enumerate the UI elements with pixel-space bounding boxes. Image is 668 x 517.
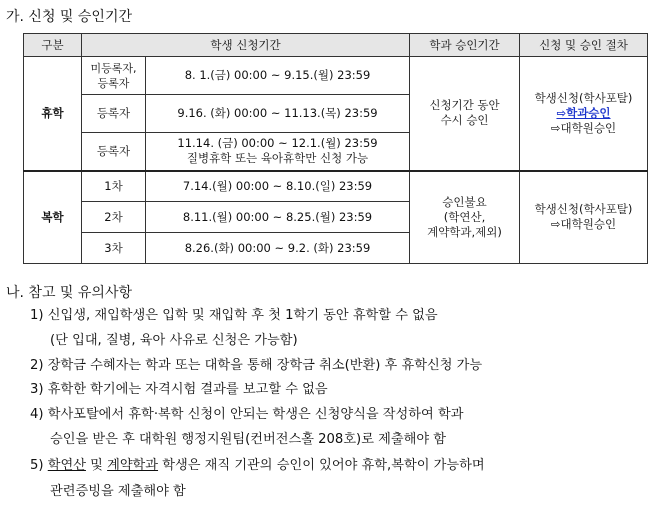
- note-4-line-1: 4) 학사포탈에서 휴학·복학 신청이 안되는 학생은 신청양식을 작성하여 학과: [30, 407, 464, 422]
- procedure-step: 학생신청(학사포탈): [534, 202, 633, 217]
- leave-period: [146, 133, 410, 171]
- leave-period: 8. 1.(금) 00:00 ~ 9.15.(월) 23:59: [146, 57, 410, 95]
- leave-sub-label: 미등록자, 등록자: [82, 57, 146, 95]
- leave-sub-label: 등록자: [82, 95, 146, 133]
- leave-dept-approval: [410, 57, 520, 171]
- leave-dept-approval-line: 수시 승인: [440, 113, 489, 128]
- section-a-title: 가. 신청 및 승인기간: [6, 9, 132, 25]
- note-5-underlined-term: 학연산: [47, 458, 86, 473]
- procedure-step: 학생신청(학사포탈): [534, 90, 633, 105]
- return-period: 7.14.(월) 00:00 ~ 8.10.(일) 23:59: [146, 171, 410, 202]
- return-dept-approval-line: (학연산,: [443, 209, 486, 224]
- table-row: [24, 57, 648, 95]
- table-row: [24, 171, 648, 202]
- note-4-line-2: 승인을 받은 후 대학원 행정지원팀(컨버전스홀 208호)로 제출해야 함: [50, 432, 447, 447]
- header-dept-approval: 학과 승인기간: [410, 34, 520, 57]
- return-period: 8.26.(화) 00:00 ~ 9.2. (화) 23:59: [146, 233, 410, 264]
- table-header-row: [24, 34, 648, 57]
- note-5-prefix: 5): [30, 458, 48, 473]
- note-2: 2) 장학금 수혜자는 학과 또는 대학을 통해 장학금 취소(반환) 후 휴학신청 가능: [30, 358, 483, 373]
- note-5-rest: 학생은 재직 기관의 승인이 있어야 휴학,복학이 가능하며: [158, 458, 485, 473]
- leave-sub-label: 등록자: [82, 133, 146, 171]
- note-3: 3) 휴학한 학기에는 자격시험 결과를 보고할 수 없음: [30, 382, 328, 397]
- procedure-step: ⇨대학원승인: [550, 217, 617, 232]
- note-5-underlined-term: 계약학과: [107, 458, 159, 473]
- return-sub-label: 3차: [82, 233, 146, 264]
- return-sub-label: 2차: [82, 202, 146, 233]
- return-procedure: [520, 171, 648, 264]
- return-sub-label: 1차: [82, 171, 146, 202]
- return-dept-approval-line: 승인불요: [442, 194, 487, 209]
- procedure-step: ⇨대학원승인: [550, 120, 617, 135]
- return-dept-approval-line: 계약학과,제외): [427, 224, 502, 239]
- leave-procedure: [520, 57, 648, 171]
- note-1-line-1: 1) 신입생, 재입학생은 입학 및 재입학 후 첫 1학기 동안 휴학할 수 없음: [30, 308, 438, 323]
- return-period: 8.11.(월) 00:00 ~ 8.25.(월) 23:59: [146, 202, 410, 233]
- note-5-line-2: 관련증빙을 제출해야 함: [50, 484, 186, 499]
- header-category: 구분: [24, 34, 82, 57]
- leave-period: 9.16. (화) 00:00 ~ 11.13.(목) 23:59: [146, 95, 410, 133]
- leave-period-line: 11.14. (금) 00:00 ~ 12.1.(월) 23:59: [177, 136, 378, 151]
- leave-category-label: 휴학: [24, 57, 82, 171]
- note-5-mid: 및: [85, 458, 108, 473]
- header-student-period: 학생 신청기간: [82, 34, 410, 57]
- leave-period-note: 질병휴학 또는 육아휴학만 신청 가능: [186, 151, 369, 166]
- return-dept-approval: [410, 171, 520, 264]
- note-5-line-1: [30, 457, 485, 475]
- leave-dept-approval-line: 신청기간 동안: [429, 98, 500, 113]
- header-procedure: 신청 및 승인 절차: [520, 34, 648, 57]
- section-b-title: 나. 참고 및 유의사항: [6, 285, 132, 301]
- procedure-step-dept-approval: ⇨학과승인: [556, 105, 611, 120]
- return-category-label: 복학: [24, 171, 82, 264]
- schedule-table: [23, 33, 648, 264]
- note-1-line-2: (단 입대, 질병, 육아 사유로 신청은 가능함): [50, 333, 298, 348]
